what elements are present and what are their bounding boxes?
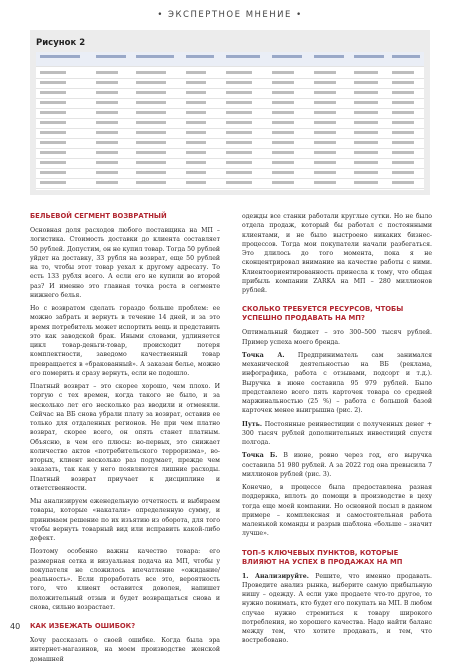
- section-heading: КАК ИЗБЕЖАТЬ ОШИБОК?: [30, 622, 136, 630]
- paragraph: Основная доля расходов любого поставщика на МП – логистика. Стоимость доставки до клиента составляет 50 рублей. Допустим, он не купил товар. Тогда 50 рублей уйдет на доставку, 33 рубля на возврат, еще 50 рублей на то, чтобы этот товар уехал к другому адресату. То есть 133 рубля всего. А если его не купили во второй раз? И именно это главная точка роста в сегменте нижнего белья.: [30, 227, 220, 299]
- figure-image: [30, 30, 430, 195]
- paragraph: 1. Анализируйте. Решите, что именно продавать. Проведите анализ рынка, выберите самую прибыльную нишу – одежду. А если уже продаете что-то другое, то нужно понимать, кто будет его покупать на МП. В любом случае нужно стремиться к товару широкого потребления, но хорошего качества. Надо найти баланс между тем, что хотите продавать, и тем, что востребовано.: [242, 572, 433, 645]
- table-row: [36, 178, 424, 189]
- paragraph: Конечно, в процессе была предоставлена разная поддержка, вплоть до помощи в производстве в цеху тогда еще моей компании. Но основной посыл в данном примере – комплексная и самостоятельная работа маленькой команды и разрыв шаблона «больше – значит лучше».: [242, 484, 432, 538]
- paragraph: Хочу рассказать о своей ошибке. Когда была эра интернет-магазинов, на моем производстве женской домашней: [30, 637, 220, 663]
- paragraph: Точка Б. В июне, ровно через год, его выручка составила 51 980 рублей. А за 2022 год она превысила 7 миллионов рублей (рис. 3).: [242, 452, 432, 478]
- paragraph: одежды все станки работали круглые сутки. Но не было отдела продаж, который бы работал с постоянными клиентами, и не было выстроено никаких бизнес-процессов. Тогда мои покупатели начали разбегаться. Это длилось до того момента, пока я не сконцентрировал внимание на качестве работы с ними. Клиентоориентированность принесла к тому, что общая прибыль компании ZARKA на МП – 280 миллионов рублей.: [242, 213, 432, 294]
- lead-label: Точка Б.: [242, 452, 278, 460]
- lead-label: Путь.: [242, 420, 262, 428]
- figure-table: [36, 52, 424, 190]
- page-number: 40: [10, 622, 21, 631]
- paragraph: Платный возврат – это скорее хорошо, чем плохо. И торгую с тех времен, когда такого не было, и за несколько лет его несколько раз вводили и отменяли. Сейчас на ВБ снова убрали плату за возврат, оставив ее только для отдаленных регионов. Не при чем платно возврат, скорее всего, он опять станет платным. Объясню, в чем его плюсы: во-первых, это снижает количество актов «потребительского терроризма», во-вторых, клиент несколько раз подумает, прежде чем заказать, так как у него появляются лишние расходы. Платный возврат приучает к дисциплине и ответственности.: [30, 383, 220, 492]
- paragraph: Поэтому особенно важны качество товара: его размерная сетка и визуальная подача на МП, чтобы у покупателя не сложилось впечатление «ожидание/реальность». Если проработать все это, вероятность того, что клиент оставится доволен, напишет положительный отзыв и будет возвращаться снова и снова, сильно возрастает.: [30, 548, 220, 611]
- section-heading: ТОП-5 КЛЮЧЕВЫХ ПУНКТОВ, КОТОРЫЕ ВЛИЯЮТ НА УСПЕХ В ПРОДАЖАХ НА МП: [242, 548, 403, 566]
- page-header: • ЭКСПЕРТНОЕ МНЕНИЕ •: [157, 10, 303, 20]
- left-column: [30, 212, 220, 668]
- paragraph: Оптимальный бюджет – это 300–500 тысяч рублей. Пример успеха моего бренда.: [242, 329, 432, 346]
- section-heading: СКОЛЬКО ТРЕБУЕТСЯ РЕСУРСОВ, ЧТОБЫ УСПЕШНО ПРОДАВАТЬ НА МП?: [242, 305, 404, 323]
- figure-title: Рисунок 2: [36, 38, 86, 48]
- section-heading: БЕЛЬЕВОЙ СЕГМЕНТ ВОЗВРАТНЫЙ: [30, 212, 167, 220]
- lead-label: 1. Анализируйте.: [242, 572, 309, 580]
- table-header-row: [36, 52, 424, 67]
- paragraph: Но с возвратом сделать гораздо больше проблем: ее можно забрать и вернуть в течение 14 дней, и за это время потребитель может испортить вещь и представить это как заводской брак. Иными словами, удлиняется цикл товар-деньги-товар, происходит потеря комплектности, заведомо качественный товар превращается в «бракованный». А заказан белье, можно его померить и сразу вернуть, если не подошло.: [30, 305, 220, 377]
- right-column: [242, 212, 432, 650]
- lead-label: Точка А.: [242, 351, 285, 359]
- paragraph: Путь. Постоянные реинвестиции с полученных денег + 300 тысяч рублей дополнительных инвестиций спустя полгода.: [242, 420, 432, 446]
- paragraph: Точка А. Предприниматель сам занимался механической деятельностью на ВБ (реклама, инфографика, работа с отзывами, подсорт и т.д.). Выручка в июне составила 95 979 рублей. Было представлено всего пять карточек товара со средней маржинальностью (25 %) – работа с большой базой карточек менее выигрышна (рис. 2).: [242, 351, 432, 415]
- paragraph: Мы анализируем еженедельную отчетность и выбираем товары, которые «накатали» определенную сумму, и принимаем решение по их изъятию из оборота, для того чтобы вернуть товарный вид или исправить какой-либо дефект.: [30, 498, 220, 542]
